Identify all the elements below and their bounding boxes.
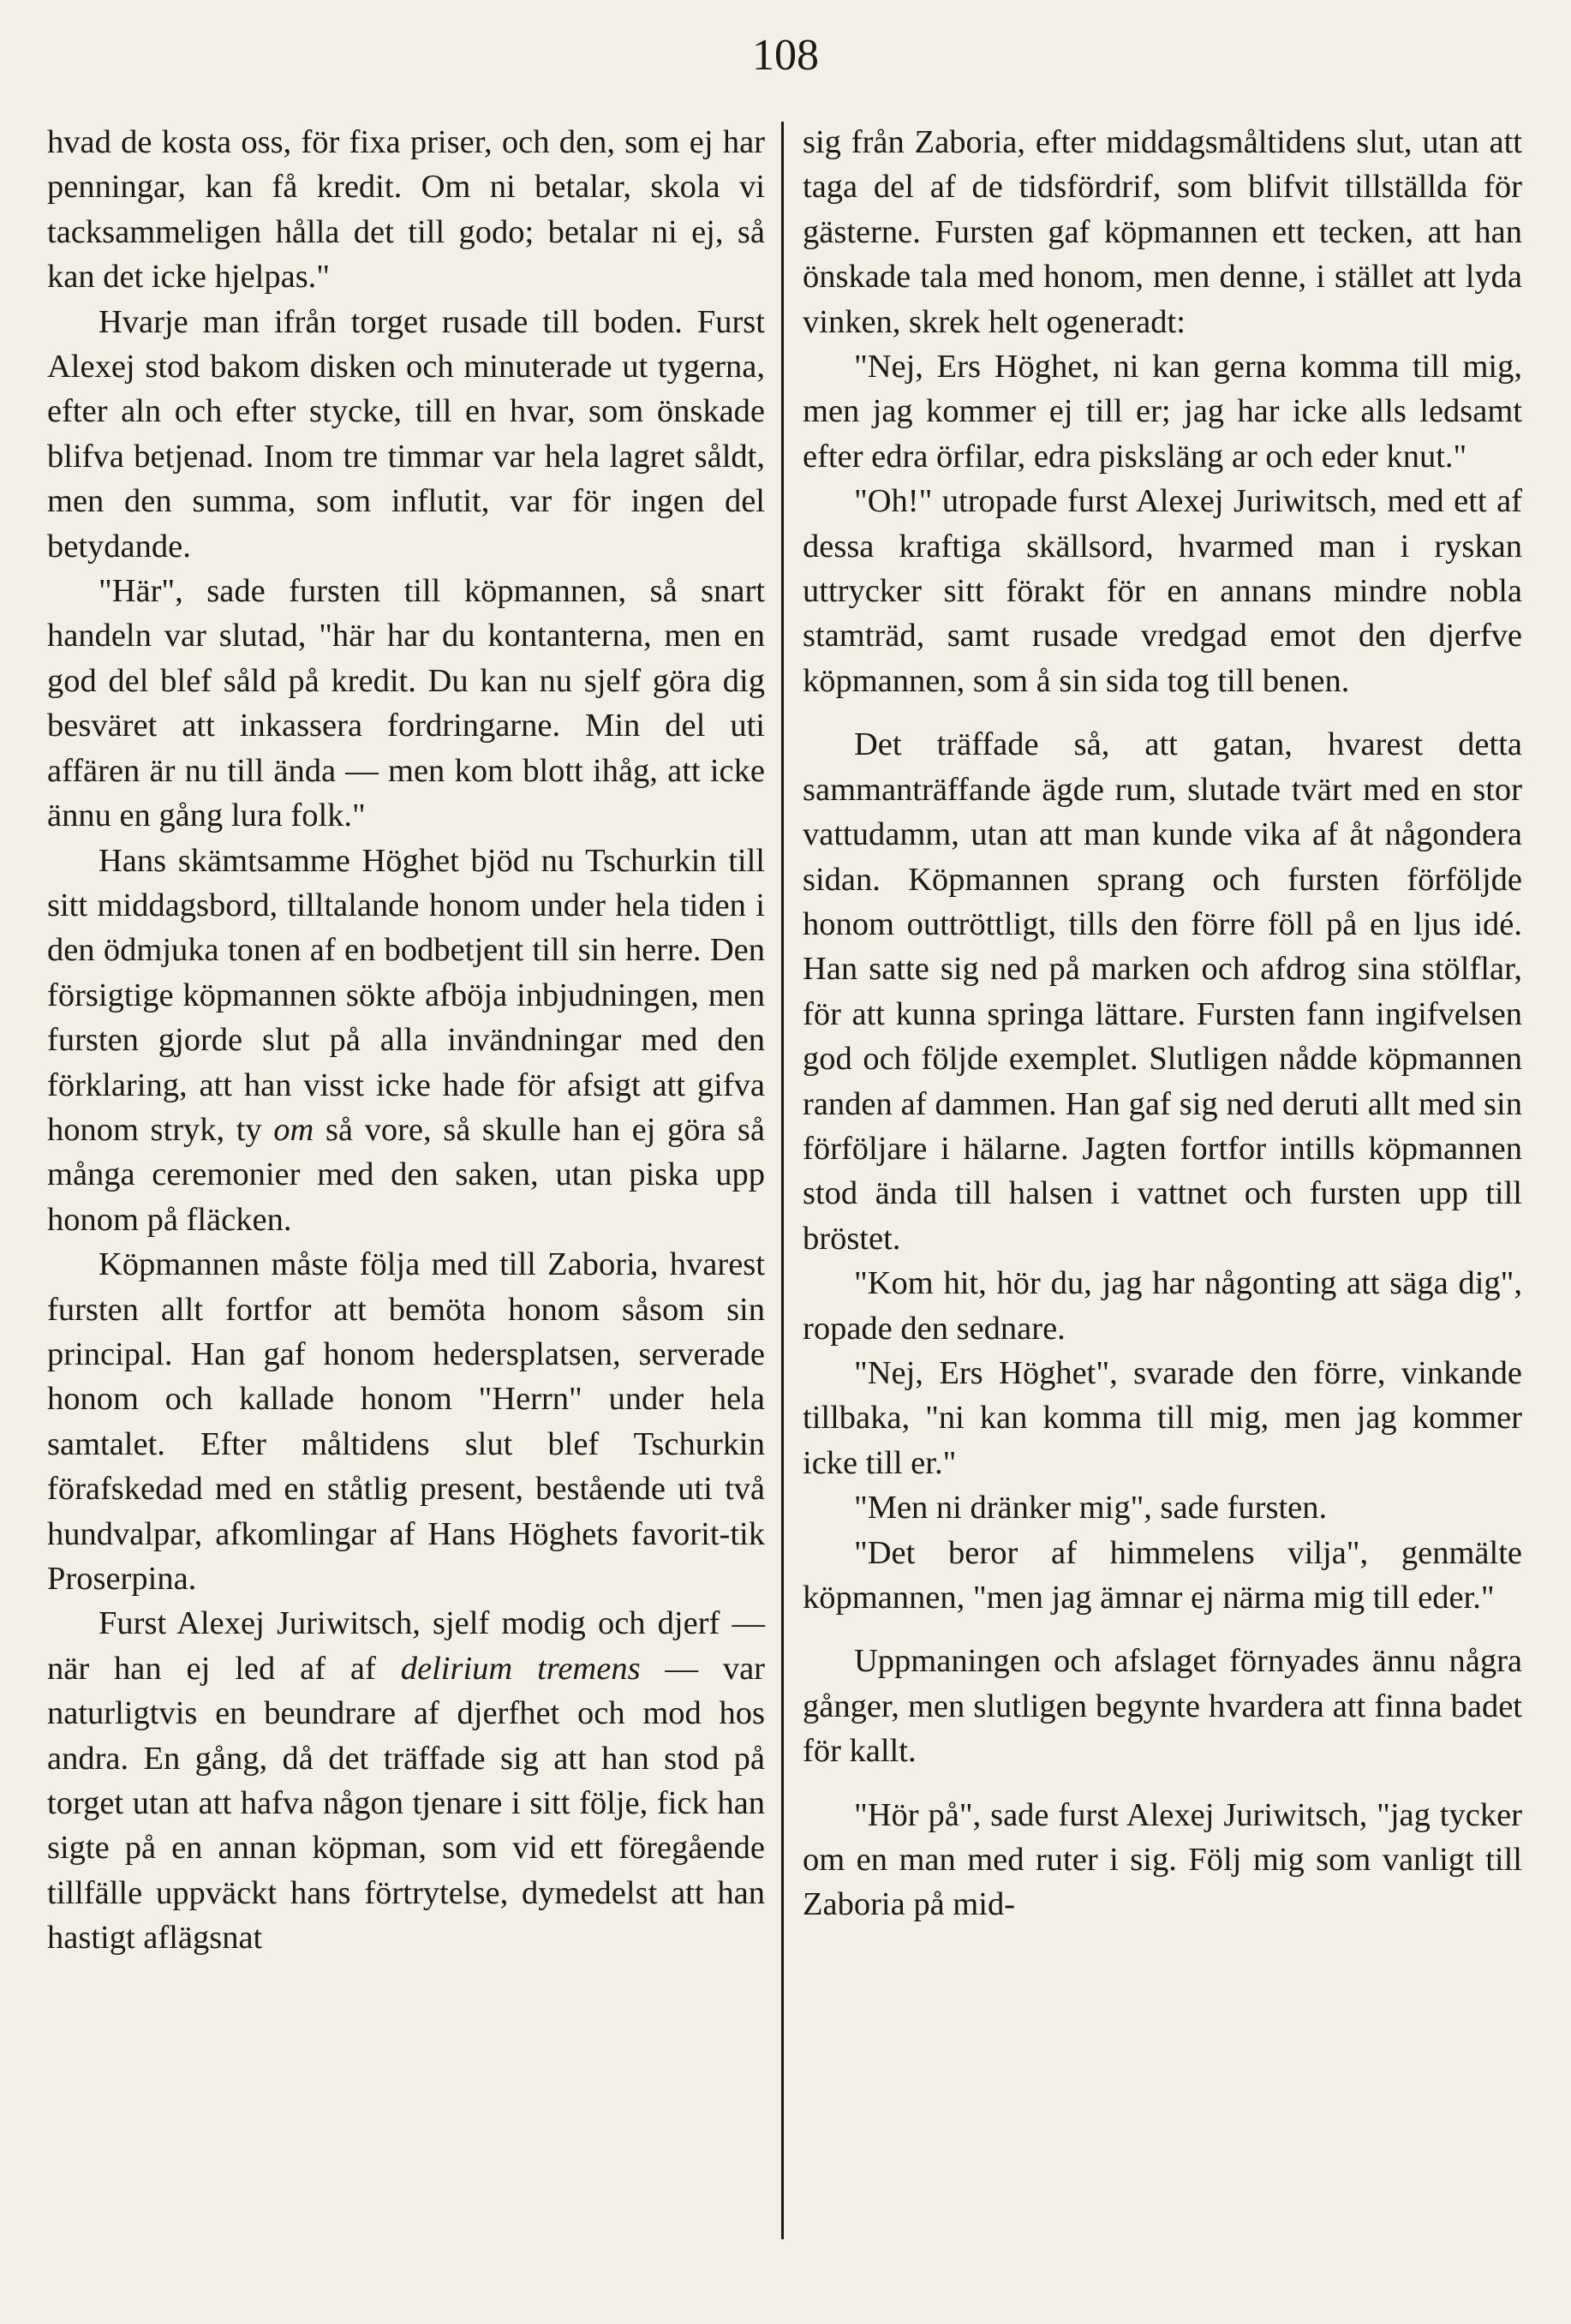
paragraph-text: Hans skämtsamme Höghet bjöd nu Tschurkin till sitt middagsbord, tilltalande honom under hela tiden i den ödmjuka tonen af en bodbetjent till sin herre. Den försigtige köpmannen sökte afböja inbjudningen, men fursten gjorde slut på alla invändningar med den förklaring, att han visst icke hade för afsigt att gifva honom stryk, ty bbox=[47, 842, 765, 1148]
italic-word: om bbox=[273, 1111, 314, 1148]
paragraph: "Men ni dränker mig", sade fursten. bbox=[854, 1490, 1328, 1526]
paragraph-text: Furst Alexej Juriwitsch, sjelf modig och djerf — när han ej led af af bbox=[47, 1605, 765, 1687]
italic-phrase: delirium tremens bbox=[400, 1650, 641, 1687]
page-number: 108 bbox=[752, 31, 819, 80]
paragraph: hvad de kosta oss, för fixa priser, och den, som ej har penningar, kan få kredit. Om ni betalar, skola vi tacksammeligen hålla det till godo; betalar ni ej, så kan det icke hjelpas." bbox=[47, 124, 765, 296]
paragraph: "Hör på", sade furst Alexej Juriwitsch, "jag tycker om en man med ruter i sig. Följ mig som vanligt till Zaboria på mid- bbox=[803, 1796, 1522, 1923]
paragraph: "Kom hit, hör du, jag har någonting att säga dig", ropade den sednare. bbox=[803, 1265, 1522, 1347]
column-divider bbox=[781, 122, 784, 2239]
paragraph-text: — var naturligtvis en beundrare af djerfhet och mod hos andra. En gång, då det träffade sig att han stod på torget utan att hafva någon tjenare i sitt följe, fick han sigte på en annan köpman, som vid ett föregående tillfälle uppväckt hans förtrytelse, dymedelst att han hastigt aflägsnat bbox=[47, 1650, 766, 1957]
paragraph: "Nej, Ers Höghet", svarade den förre, vinkande tillbaka, "ni kan komma till mig, men jag kommer icke till er." bbox=[803, 1354, 1522, 1481]
paragraph bbox=[47, 839, 765, 1243]
paragraph-text: så vore, så skulle han ej göra så många ceremonier med den saken, utan piska upp honom på fläcken. bbox=[47, 1111, 766, 1238]
paragraph: "Det beror af himmelens vilja", genmälte köpmannen, "men jag ämnar ej närma mig till eder." bbox=[803, 1534, 1522, 1616]
paragraph: "Oh!" utropade furst Alexej Juriwitsch, med ett af dessa kraftiga skällsord, hvarmed man i ryskan uttrycker sitt förakt för en annans mindre nobla stamträd, samt rusade vredgad emot den djerfve köpmannen, som å sin sida tog till benen. bbox=[803, 483, 1522, 699]
paragraph: Det träffade så, att gatan, hvarest detta sammanträffande ägde rum, slutade tvärt med en stor vattudamm, utan att man kunde vika af åt någondera sidan. Köpmannen sprang och fursten förföljde honom outtröttligt, tills den förre föll på en ljus idé. Han satte sig ned på marken och afdrog sina stölflar, för att kunna springa lättare. Fursten fann ingifvelsen god och följde exemplet. Slutligen nådde köpmannen randen af dammen. Han gaf sig ned deruti allt med sin förföljare i hälarne. Jagten fortfor intills köpmannen stod ända till halsen i vattnet och fursten upp till bröstet. bbox=[803, 726, 1522, 1257]
paragraph: Uppmaningen och afslaget förnyades ännu några gånger, men slutligen begynte hvardera att finna badet för kallt. bbox=[803, 1643, 1522, 1770]
paragraph: "Här", sade fursten till köpmannen, så snart handeln var slutad, "här har du kontanterna, men en god del blef såld på kredit. Du kan nu sjelf göra dig besväret att inkassera fordringarne. Min del uti affären är nu till ända — men kom blott ihåg, att icke ännu en gång lura folk." bbox=[47, 573, 765, 834]
paragraph: Hvarje man ifrån torget rusade till boden. Furst Alexej stod bakom disken och minuterade ut tygerna, efter aln och efter stycke, till en hvar, som önskade blifva betjenad. Inom tre timmar var hela lagret såldt, men den summa, som influtit, var för ingen del betydande. bbox=[47, 303, 765, 565]
paragraph bbox=[47, 1601, 765, 1960]
paragraph: Köpmannen måste följa med till Zaboria, hvarest fursten allt fortfor att bemöta honom såsom sin principal. Han gaf honom hedersplatsen, serverade honom och kallade honom "Herrn" under hela samtalet. Efter måltidens slut blef Tschurkin förafskedad med en ståtlig present, bestående uti två hundvalpar, afkomlingar af Hans Höghets favorit-tik Proserpina. bbox=[47, 1246, 765, 1597]
paragraph: sig från Zaboria, efter middagsmåltidens slut, utan att taga del af de tidsfördrif, som blifvit tillställda för gästerne. Fursten gaf köpmannen ett tecken, att han önskade tala med honom, men denne, i stället att lyda vinken, skrek helt ogeneradt: bbox=[803, 124, 1522, 340]
right-column bbox=[803, 120, 1522, 1927]
paragraph: "Nej, Ers Höghet, ni kan gerna komma till mig, men jag kommer ej till er; jag har icke alls ledsamt efter edra örfilar, edra pisksläng ar och eder knut." bbox=[803, 349, 1522, 475]
left-column bbox=[47, 120, 765, 1961]
